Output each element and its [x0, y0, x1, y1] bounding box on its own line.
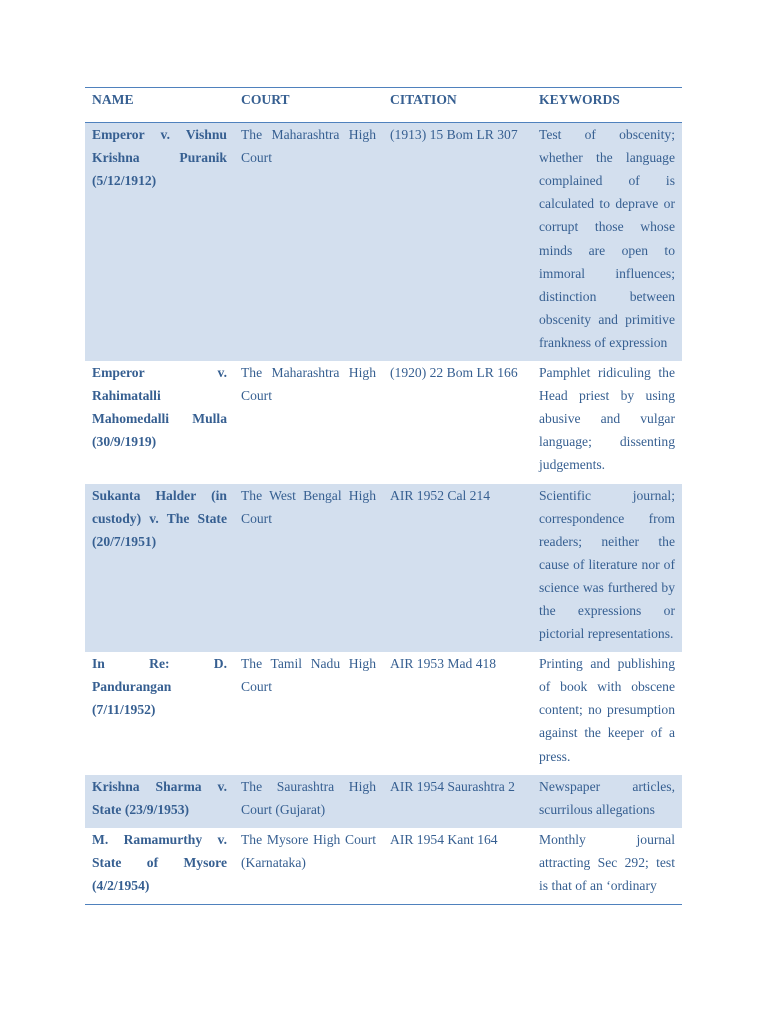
- case-court: The Saurashtra High Court (Gujarat): [234, 775, 383, 828]
- case-court: The West Bengal High Court: [234, 484, 383, 653]
- case-court: The Tamil Nadu High Court: [241, 656, 376, 695]
- case-keywords: Pamphlet ridiculing the Head priest by using abusive and vulgar language; dissenting judgements.: [539, 365, 675, 473]
- table-header: [85, 88, 682, 123]
- case-citation: AIR 1954 Kant 164: [390, 831, 498, 847]
- header-keywords: KEYWORDS: [539, 92, 620, 107]
- case-name: In Re: D. Pandurangan (7/11/1952): [92, 656, 227, 718]
- case-name: Krishna Sharma v. State (23/9/1953): [85, 775, 234, 828]
- header-row: [85, 88, 682, 123]
- case-citation: (1920) 22 Bom LR 166: [390, 365, 518, 381]
- table-row: [85, 828, 682, 905]
- header-citation: CITATION: [390, 92, 457, 107]
- case-name: Sukanta Halder (in custody) v. The State (20/7/1951): [85, 484, 234, 653]
- case-citation: AIR 1953 Mad 418: [390, 656, 497, 672]
- case-keywords: Test of obscenity; whether the language complained of is calculated to deprave or corrupt those whose minds are open to immoral influences; distinction between obscenity and primitive frankness of expression: [532, 123, 682, 361]
- table-row: [85, 652, 682, 774]
- case-citation: AIR 1954 Saurashtra 2: [383, 775, 532, 828]
- table-row: [85, 775, 682, 828]
- case-name: Emperor v. Vishnu Krishna Puranik (5/12/1912): [85, 123, 234, 361]
- table-row: [85, 123, 682, 361]
- header-court: COURT: [241, 92, 290, 107]
- case-name: M. Ramamurthy v. State of Mysore (4/2/1954): [92, 831, 227, 893]
- table-row: [85, 484, 682, 653]
- case-keywords: Printing and publishing of book with obscene content; no presumption against the keeper of a press.: [539, 656, 675, 764]
- case-citation: AIR 1952 Cal 214: [383, 484, 532, 653]
- case-court: The Maharashtra High Court: [234, 123, 383, 361]
- case-court: The Maharashtra High Court: [241, 365, 376, 404]
- case-keywords: Newspaper articles, scurrilous allegations: [532, 775, 682, 828]
- case-name: Emperor v. Rahimatalli Mahomedalli Mulla (30/9/1919): [92, 365, 227, 450]
- table-row: [85, 361, 682, 483]
- table-body: [85, 123, 682, 905]
- case-court: The Mysore High Court (Karnataka): [241, 831, 376, 870]
- case-keywords: Monthly journal attracting Sec 292; test is that of an ‘ordinary: [539, 831, 675, 893]
- case-citation: (1913) 15 Bom LR 307: [383, 123, 532, 361]
- case-law-table: [85, 87, 682, 905]
- header-name: NAME: [92, 92, 134, 107]
- case-keywords: Scientific journal; correspondence from readers; neither the cause of literature nor of science was furthered by the expressions or pictorial representations.: [532, 484, 682, 653]
